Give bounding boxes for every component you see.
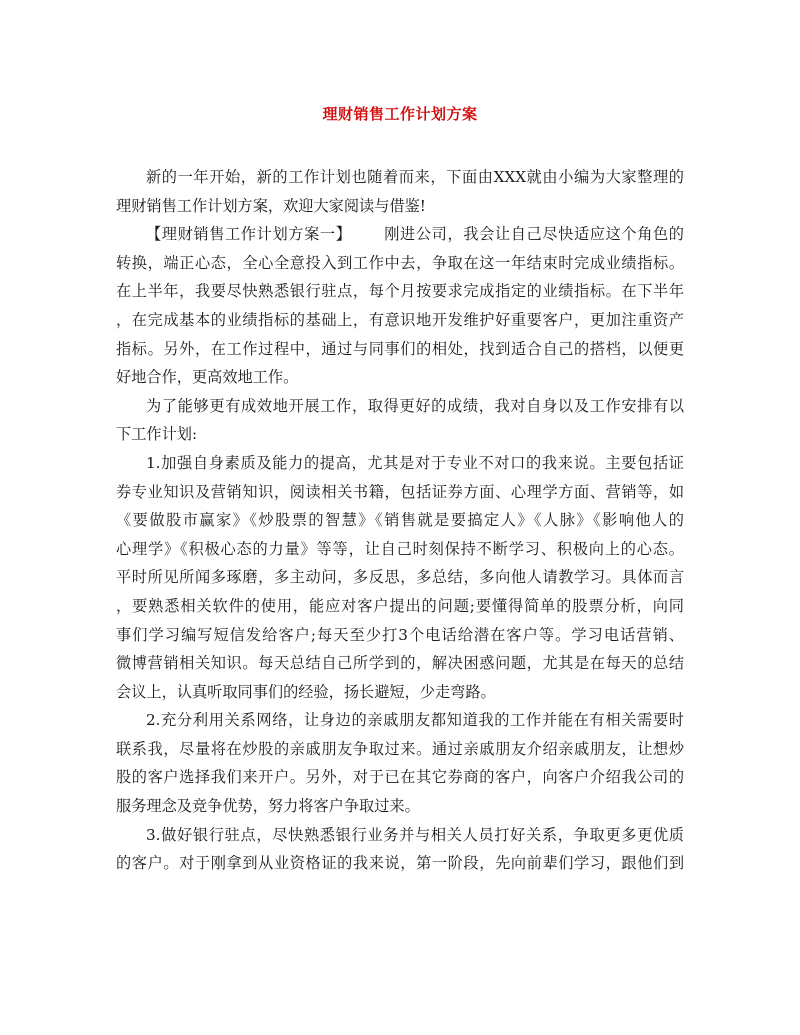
- text-line: 服务理念及竞争优势，努力将客户争取过来。: [116, 797, 420, 816]
- text-line: 新的一年开始，新的工作计划也随着而来，下面由XXX就由小编为大家整理的: [146, 168, 684, 186]
- text-line: 联系我，尽量将在炒股的亲戚朋友争取过来。通过亲戚朋友介绍亲戚朋友，让想炒: [116, 739, 684, 758]
- text-line: 券专业知识及营销知识，阅读相关书籍，包括证券方面、心理学方面、营销等，如: [116, 482, 684, 501]
- text-line: 心理学》《积极心态的力量》等等，让自己时刻保持不断学习、积极向上的心态。: [116, 539, 684, 558]
- text-line: 微博营销相关知识。每天总结自己所学到的，解决困惑问题，尤其是在每天的总结: [116, 654, 684, 673]
- document-body: [116, 163, 684, 878]
- document-title: 理财销售工作计划方案: [322, 105, 478, 123]
- text-line: 的客户。对于刚拿到从业资格证的我来说，第一阶段，先向前辈们学习，跟他们到: [116, 854, 684, 873]
- text-line: 为了能够更有成效地开展工作，取得更好的成绩，我对自身以及工作安排有以: [146, 396, 684, 415]
- text-line: 《要做股市赢家》《炒股票的智慧》《销售就是要搞定人》《人脉》《影响他人的: [116, 511, 684, 530]
- text-line: ，要熟悉相关软件的使用，能应对客户提出的问题;要懂得简单的股票分析，向同: [116, 596, 684, 615]
- text-line: 会议上，认真听取同事们的经验，扬长避短，少走弯路。: [116, 682, 496, 701]
- text-line: 在上半年，我要尽快熟悉银行驻点，每个月按要求完成指定的业绩指标。在下半年: [116, 282, 684, 301]
- text-line: 事们学习编写短信发给客户;每天至少打3个电话给潜在客户等。学习电话营销、: [116, 625, 684, 644]
- text-line: 指标。另外，在工作过程中，通过与同事们的相处，找到适合自己的搭档，以便更: [116, 339, 684, 358]
- text-line: 好地合作，更高效地工作。: [116, 368, 299, 387]
- text-line: 【理财销售工作计划方案一】 刚进公司，我会让自己尽快适应这个角色的: [146, 225, 684, 244]
- text-line: 2.充分利用关系网络，让身边的亲戚朋友都知道我的工作并能在有相关需要时: [146, 711, 684, 730]
- text-line: 1.加强自身素质及能力的提高，尤其是对于专业不对口的我来说。主要包括证: [146, 453, 684, 472]
- text-line: ，在完成基本的业绩指标的基础上，有意识地开发维护好重要客户，更加注重资产: [116, 310, 684, 329]
- text-line: 平时所见所闻多琢磨，多主动问，多反思，多总结，多向他人请教学习。具体而言: [116, 568, 684, 587]
- text-line: 下工作计划:: [116, 425, 198, 444]
- text-line: 理财销售工作计划方案，欢迎大家阅读与借鉴!: [116, 196, 426, 215]
- text-line: 3.做好银行驻点，尽快熟悉银行业务并与相关人员打好关系，争取更多更优质: [146, 825, 684, 844]
- text-line: 转换，端正心态，全心全意投入到工作中去，争取在这一年结束时完成业绩指标。: [116, 253, 684, 272]
- text-line: 股的客户选择我们来开户。另外，对于已在其它券商的客户，向客户介绍我公司的: [116, 768, 684, 787]
